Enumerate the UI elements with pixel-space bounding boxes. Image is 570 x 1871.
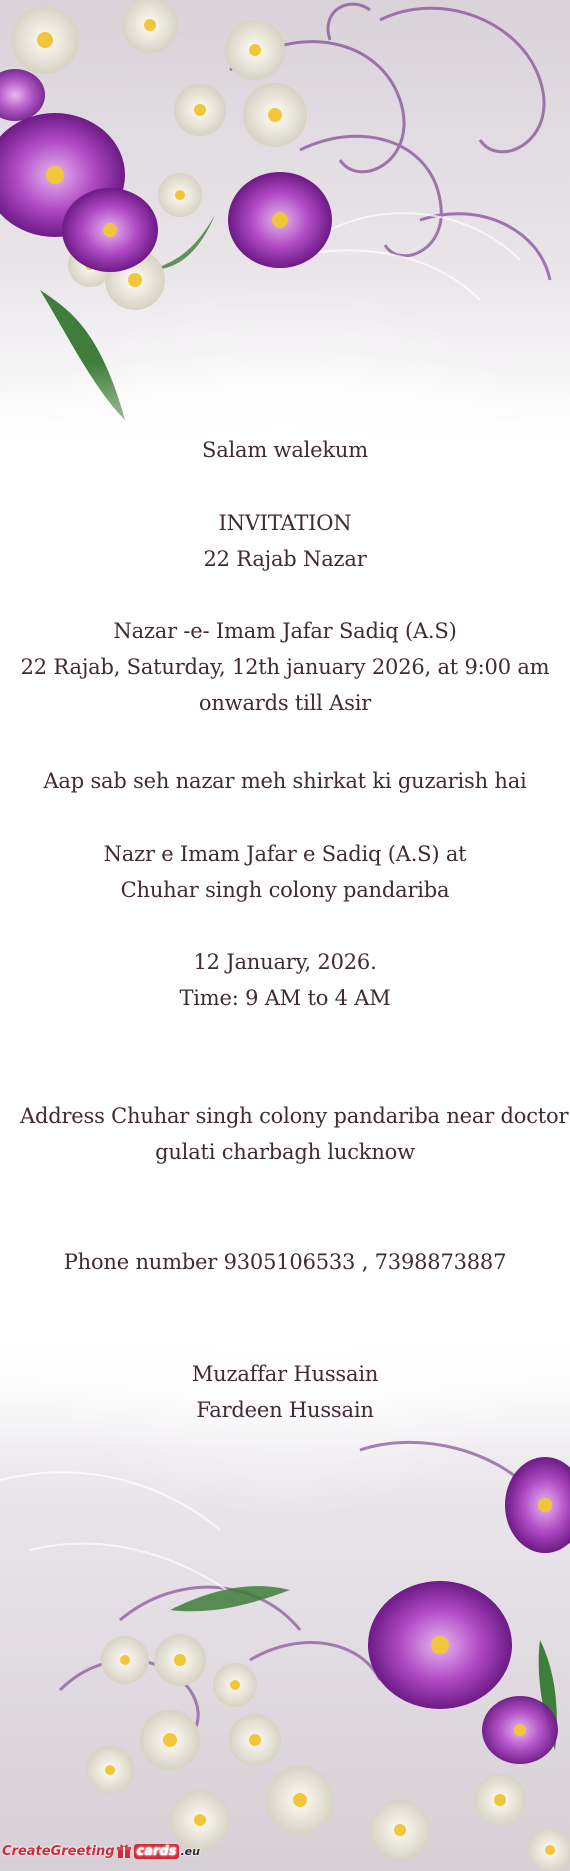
site-watermark-logo[interactable] [2, 1836, 200, 1866]
venue-line-1: Nazr e Imam Jafar e Sadiq (A.S) at [103, 842, 467, 866]
venue-line-2: Chuhar singh colony pandariba [120, 878, 450, 902]
event-date: 12 January, 2026. [193, 950, 377, 974]
venue-group [20, 836, 550, 908]
date-time-group [20, 944, 550, 1016]
hosts-group [20, 1356, 550, 1428]
purple-flowers-bottom [368, 1457, 570, 1764]
event-details-group [20, 613, 550, 721]
invitation-subheading: 22 Rajab Nazar [203, 547, 367, 571]
request-text: Aap sab seh nazar meh shirkat ki guzarish hai [43, 769, 527, 793]
host-name-1: Muzaffar Hussain [191, 1362, 379, 1386]
address-group [20, 1098, 569, 1170]
host-name-2: Fardeen Hussain [196, 1398, 374, 1422]
watermark-text-2: cards [134, 1844, 180, 1859]
address-line-1: Address Chuhar singh colony pandariba near doctor [20, 1104, 569, 1128]
watermark-text-1: CreateGreeting [2, 1843, 115, 1859]
event-title: Nazar -e- Imam Jafar Sadiq (A.S) [113, 619, 457, 643]
phone-text: Phone number 9305106533 , 7398873887 [63, 1250, 507, 1274]
event-duration: onwards till Asir [198, 691, 372, 715]
greeting-text: Salam walekum [202, 438, 368, 462]
gift-icon [116, 1843, 132, 1859]
address-line-2: gulati charbagh lucknow [155, 1140, 415, 1164]
watermark-text-3: .eu [180, 1844, 200, 1858]
event-time: Time: 9 AM to 4 AM [179, 986, 391, 1010]
invitation-heading-group [20, 505, 550, 577]
event-datetime: 22 Rajab, Saturday, 12th january 2026, at 9:00 am [20, 655, 550, 679]
top-floral-decoration [0, 0, 570, 460]
invitation-heading: INVITATION [218, 511, 352, 535]
